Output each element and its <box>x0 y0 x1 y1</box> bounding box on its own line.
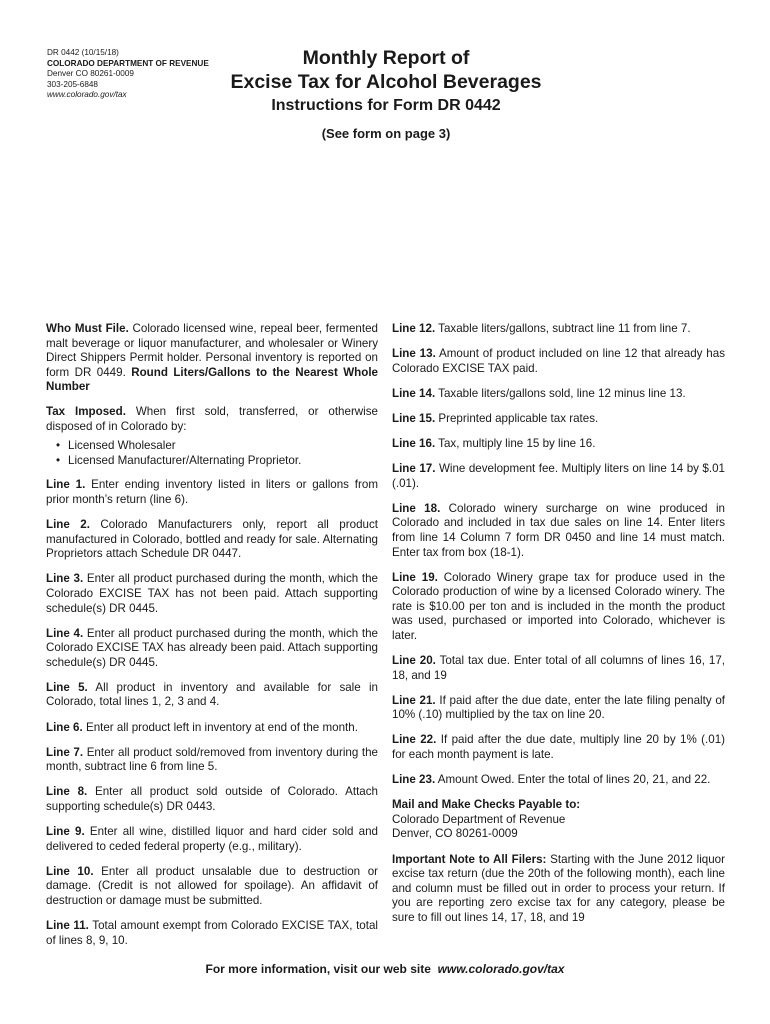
footer-text: For more information, visit our web site <box>205 962 431 976</box>
line-text: Enter all product sold/removed from inventory during the month, subtract line 6 from line 5. <box>46 745 379 774</box>
list-item: • Licensed Manufacturer/Alternating Proprietor. <box>68 454 378 469</box>
line-20-instruction <box>392 654 725 683</box>
line-18-instruction <box>392 502 725 560</box>
line-label: Line 6. <box>46 720 83 734</box>
line-23-instruction <box>392 773 725 788</box>
page-title-block <box>180 46 592 142</box>
line-label: Line 1. <box>46 478 86 492</box>
line-21-instruction <box>392 694 725 723</box>
line-text: Amount Owed. Enter the total of lines 20, 21, and 22. <box>435 773 711 787</box>
mailing-line-1: Colorado Department of Revenue <box>392 812 566 826</box>
tax-imposed-text: When first sold, transferred, or otherwise disposed of in Colorado by: <box>46 405 378 434</box>
who-must-file <box>46 322 378 395</box>
line-15-instruction <box>392 412 725 427</box>
line-6-instruction <box>46 721 378 736</box>
line-text: Total tax due. Enter total of all columns of lines 16, 17, 18, and 19 <box>392 654 725 682</box>
title-line-2: Excise Tax for Alcohol Beverages <box>230 71 542 93</box>
line-label: Line 14. <box>392 386 436 400</box>
line-10-instruction <box>46 865 378 909</box>
left-column <box>46 322 378 959</box>
who-must-file-heading: Who Must File. <box>46 322 129 335</box>
line-text: Enter all wine, distilled liquor and hard cider sold and delivered to ceded federal property (e.g., military). <box>46 825 378 853</box>
line-12-instruction <box>392 322 725 337</box>
line-text: Enter all product purchased during the month, which the Colorado EXCISE TAX has not been paid. Attach supporting schedule(s) DR 0445. <box>46 572 378 615</box>
rounding-note: Round Liters/Gallons to the Nearest Whole Number <box>46 365 378 394</box>
line-text: If paid after the due date, multiply line 20 by 1% (.01) for each month payment is late. <box>392 733 726 762</box>
line-5-instruction <box>46 681 378 710</box>
footer-website-link[interactable]: www.colorado.gov/tax <box>437 962 565 976</box>
department-phone: 303-205-6848 <box>47 79 98 89</box>
line-label: Line 16. <box>392 436 436 450</box>
line-label: Line 22. <box>392 733 437 747</box>
mailing-address <box>392 798 725 842</box>
line-label: Line 2. <box>46 518 90 532</box>
title-line-3: Instructions for Form DR 0442 <box>271 97 501 114</box>
line-text: Preprinted applicable tax rates. <box>435 411 599 425</box>
line-14-instruction <box>392 387 725 402</box>
line-text: Colorado Manufacturers only, report all product manufactured in Colorado, bottled and ready for sale. Alternating Proprietors attach Schedule DR 0447. <box>46 518 378 561</box>
mailing-line-2: Denver, CO 80261-0009 <box>392 827 518 841</box>
line-label: Line 20. <box>392 654 436 668</box>
footer <box>0 962 770 976</box>
line-text: Enter ending inventory listed in liters or gallons from prior month’s return (line 6). <box>46 478 378 506</box>
licensee-list <box>46 439 378 468</box>
line-7-instruction <box>46 746 378 775</box>
line-label: Line 12. <box>392 322 436 335</box>
line-label: Line 18. <box>392 501 441 515</box>
line-label: Line 15. <box>392 411 436 425</box>
line-3-instruction <box>46 572 378 616</box>
line-19-instruction <box>392 571 725 644</box>
line-label: Line 3. <box>46 572 84 586</box>
line-label: Line 11. <box>46 919 89 932</box>
line-text: Tax, multiply line 15 by line 16. <box>435 436 596 450</box>
line-8-instruction <box>46 785 378 814</box>
line-9-instruction <box>46 825 378 854</box>
who-must-file-text: Colorado licensed wine, repeal beer, fermented malt beverage or liquor manufacturer, and wholesaler or Winery Direct Shippers Permit holder. Personal inventory is reported on form DR 0449. <box>46 322 378 379</box>
line-label: Line 13. <box>392 347 436 361</box>
title-line-4: (See form on page 3) <box>321 126 451 141</box>
line-16-instruction <box>392 437 725 452</box>
line-text: Enter all product sold outside of Colorado. Attach supporting schedule(s) DR 0443. <box>46 785 378 813</box>
line-label: Line 10. <box>46 864 94 878</box>
line-text: Enter all product purchased during the month, which the Colorado EXCISE TAX has already been paid. Attach supporting schedule(s) DR 0445. <box>46 626 378 669</box>
line-label: Line 7. <box>46 745 84 759</box>
department-website: www.colorado.gov/tax <box>47 90 127 100</box>
line-4-instruction <box>46 627 378 671</box>
line-text: Taxable liters/gallons sold, line 12 minus line 13. <box>435 386 686 400</box>
mailing-heading: Mail and Make Checks Payable to: <box>392 798 581 812</box>
line-label: Line 23. <box>392 773 436 787</box>
line-text: All product in inventory and available for sale in Colorado, total lines 1, 2, 3 and 4. <box>46 680 378 709</box>
department-name: COLORADO DEPARTMENT OF REVENUE <box>47 58 209 68</box>
line-1-instruction <box>46 478 378 507</box>
department-address: Denver CO 80261-0009 <box>47 69 134 79</box>
line-text: Total amount exempt from Colorado EXCISE TAX, total of lines 8, 9, 10. <box>46 919 378 947</box>
line-22-instruction <box>392 733 725 762</box>
line-text: Enter all product left in inventory at end of the month. <box>82 720 358 734</box>
important-note-text: Starting with the June 2012 liquor excise tax return (due the 20th of the following month), each line and column must be filled out in order to process your return. If you are reporting zero excise tax for any category, please be sure to fill out lines 14, 17, 18, and 19 <box>392 852 725 924</box>
line-label: Line 5. <box>46 680 88 694</box>
list-item: • Licensed Wholesaler <box>68 439 378 454</box>
title-line-1: Monthly Report of <box>302 47 470 69</box>
line-13-instruction <box>392 347 725 376</box>
line-11-instruction <box>46 919 378 948</box>
tax-imposed-heading: Tax Imposed. <box>46 405 126 419</box>
line-text: Enter all product unsalable due to destruction or damage. (Credit is not allowed for spoilage). An affidavit of destruction or damage must be submitted. <box>46 864 379 907</box>
line-text: Wine development fee. Multiply liters on line 14 by $.01 (.01). <box>392 462 725 490</box>
line-label: Line 17. <box>392 462 436 476</box>
line-label: Line 21. <box>392 693 436 707</box>
line-text: Colorado Winery grape tax for produce used in the Colorado production of wine by a licensed Colorado winery. The rate is $10.00 per ton and is included in the month the product was used, purchased or imported into Colorado, whichever is later. <box>392 570 726 642</box>
line-label: Line 9. <box>46 825 85 839</box>
line-text: Amount of product included on line 12 that already has Colorado EXCISE TAX paid. <box>392 347 725 375</box>
line-label: Line 4. <box>46 626 84 640</box>
line-label: Line 19. <box>392 570 438 584</box>
line-text: If paid after the due date, enter the late filing penalty of 10% (.10) multiplied by the tax on line 20. <box>392 693 725 722</box>
tax-imposed <box>46 405 378 434</box>
line-2-instruction <box>46 518 378 562</box>
important-note <box>392 853 725 926</box>
line-label: Line 8. <box>46 785 88 799</box>
line-text: Taxable liters/gallons, subtract line 11 from line 7. <box>435 322 691 335</box>
form-code: DR 0442 (10/15/18) <box>47 48 119 57</box>
right-column <box>392 322 725 936</box>
line-17-instruction <box>392 462 725 491</box>
line-text: Colorado winery surcharge on wine produced in Colorado and included in tax due sales on line 14. Enter liters from line 14 Column 7 form DR 0450 and line 14 must match. Enter tax from box (18-1). <box>392 501 726 559</box>
important-note-heading: Important Note to All Filers: <box>392 852 547 866</box>
